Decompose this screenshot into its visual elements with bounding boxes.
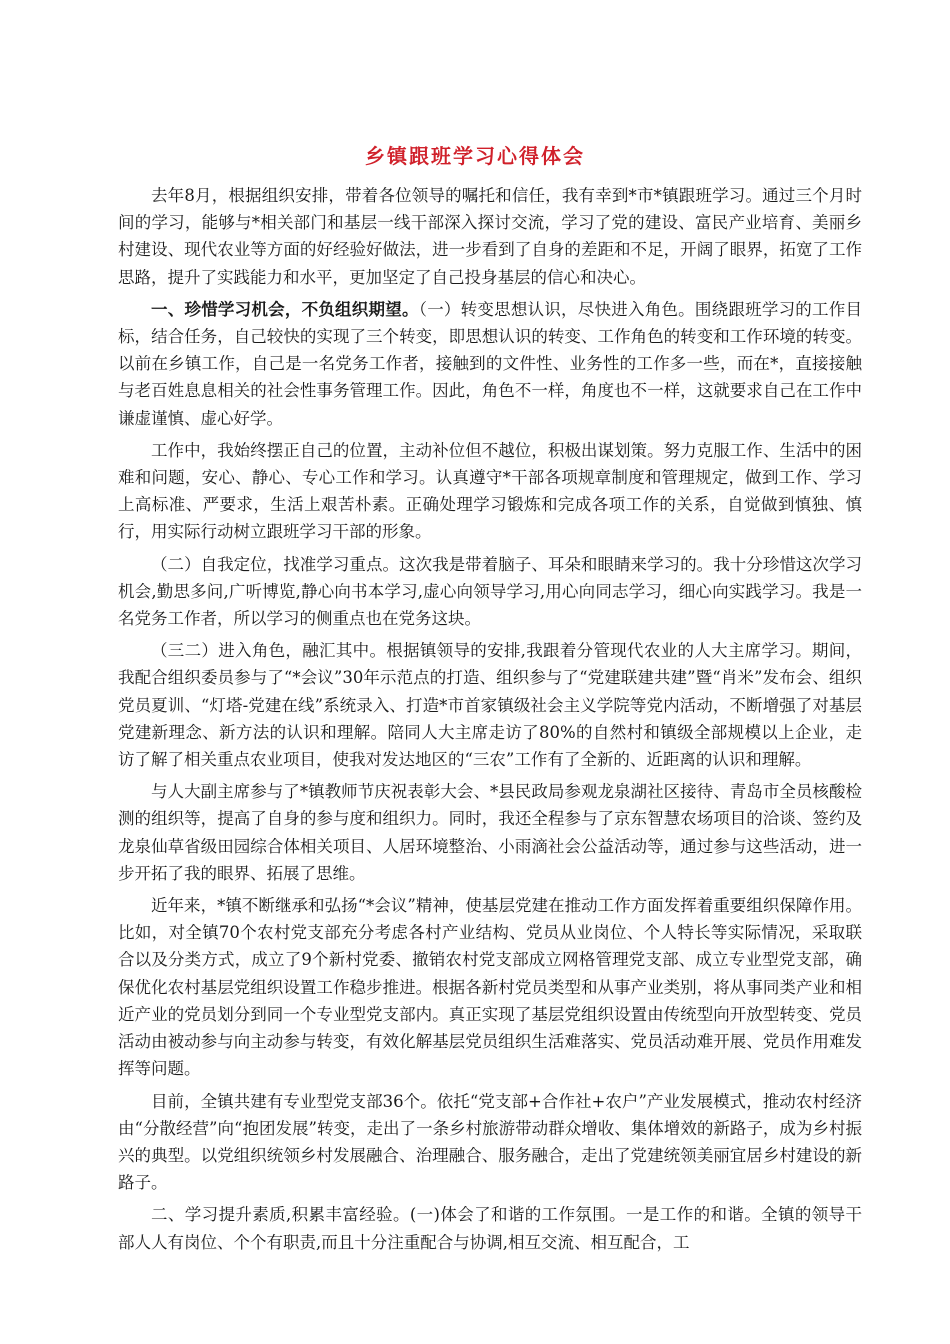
paragraph-1	[118, 182, 862, 291]
paragraph-5	[118, 637, 862, 773]
paragraph-text: （二）自我定位，找准学习重点。这次我是带着脑子、耳朵和眼睛来学习的。我十分珍惜这次学习机会,勤思多问,广听博览,静心向书本学习,虚心向领导学习,用心向同志学习，细心向实践学习。我是一名党务工作者，所以学习的侧重点也在党务这块。	[118, 554, 862, 629]
paragraph-9	[118, 1201, 862, 1255]
paragraph-6	[118, 778, 862, 887]
paragraph-text: 目前，全镇共建有专业型党支部36个。依托“党支部+合作社+农户”产业发展模式，推动农村经济由“分散经营”向“抱团发展”转变，走出了一条乡村旅游带动群众增收、集体增效的新路子，成为乡村振兴的典型。以党组织统领乡村发展融合、治理融合、服务融合，走出了党建统领美丽宜居乡村建设的新路子。	[118, 1091, 862, 1193]
section-heading: 一、珍惜学习机会，不负组织期望。	[151, 299, 419, 319]
paragraph-text: 去年8月，根据组织安排，带着各位领导的嘱托和信任，我有幸到*市*镇跟班学习。通过三个月时间的学习，能够与*相关部门和基层一线干部深入探讨交流，学习了党的建设、富民产业培育、美丽乡村建设、现代农业等方面的好经验好做法，进一步看到了自身的差距和不足，开阔了眼界，拓宽了工作思路，提升了实践能力和水平，更加坚定了自己投身基层的信心和决心。	[118, 186, 862, 287]
paragraph-3	[118, 437, 862, 546]
paragraph-text: （三二）进入角色，融汇其中。根据镇领导的安排,我跟着分管现代农业的人大主席学习。期间，我配合组织委员参与了“*会议”30年示范点的打造、组织参与了“党建联建共建”暨“肖米”发布会、组织党员夏训、“灯塔-党建在线”系统录入、打造*市首家镇级社会主义学院等党内活动，不断增强了对基层党建新理念、新方法的认识和理解。陪同人大主席走访了80%的自然村和镇级全部规模以上企业，走访了解了相关重点农业项目，使我对发达地区的“三农”工作有了全新的、近距离的认识和理解。	[118, 641, 862, 770]
paragraph-text: 与人大副主席参与了*镇教师节庆祝表彰大会、*县民政局参观龙泉湖社区接待、青岛市全员核酸检测的组织等，提高了自身的参与度和组织力。同时，我还全程参与了京东智慧农场项目的洽谈、签约及龙泉仙草省级田园综合体相关项目、人居环境整治、小雨滴社会公益活动等，通过参与这些活动，进一步开拓了我的眼界、拓展了思维。	[118, 782, 862, 883]
paragraph-text: 近年来，*镇不断继承和弘扬“*会议”精神，使基层党建在推动工作方面发挥着重要组织保障作用。比如，对全镇70个农村党支部充分考虑各村产业结构、党员从业岗位、个人特长等实际情况，采取联合以及分类方式，成立了9个新村党委、撤销农村党支部成立网格管理党支部、成立专业型党支部，确保优化农村基层党组织设置工作稳步推进。根据各新村党员类型和从事产业类别，将从事同类产业和相近产业的党员划分到同一个专业型党支部内。真正实现了基层党组织设置由传统型向开放型转变、党员活动由被动参与向主动参与转变，有效化解基层党员组织生活难落实、党员活动难开展、党员作用难发挥等问题。	[118, 896, 862, 1079]
paragraph-8	[118, 1088, 862, 1197]
paragraph-text: 工作中，我始终摆正自己的位置，主动补位但不越位，积极出谋划策。努力克服工作、生活中的困难和问题，安心、静心、专心工作和学习。认真遵守*干部各项规章制度和管理规定，做到工作、学习上高标准、严要求，生活上艰苦朴素。正确处理学习锻炼和完成各项工作的关系，自觉做到慎独、慎行，用实际行动树立跟班学习干部的形象。	[118, 440, 862, 542]
paragraph-7	[118, 892, 862, 1082]
paragraph-4	[118, 551, 862, 633]
paragraph-text: 二、学习提升素质,积累丰富经验。(一)体会了和谐的工作氛围。一是工作的和谐。全镇的领导干部人人有岗位、个个有职责,而且十分注重配合与协调,相互交流、相互配合，工	[118, 1205, 862, 1252]
paragraph-text: （一）转变思想认识，尽快进入角色。围绕跟班学习的工作目标，结合任务，自己较快的实现了三个转变，即思想认识的转变、工作角色的转变和工作环境的转变。以前在乡镇工作，自己是一名党务工作者，接触到的文件性、业务性的工作多一些，而在*，直接接触与老百姓息息相关的社会性事务管理工作。因此，角色不一样，角度也不一样，这就要求自己在工作中谦虚谨慎、虚心好学。	[118, 299, 863, 428]
document-body	[118, 182, 862, 1261]
document-title: 乡镇跟班学习心得体会	[365, 144, 585, 168]
paragraph-2	[118, 296, 862, 432]
